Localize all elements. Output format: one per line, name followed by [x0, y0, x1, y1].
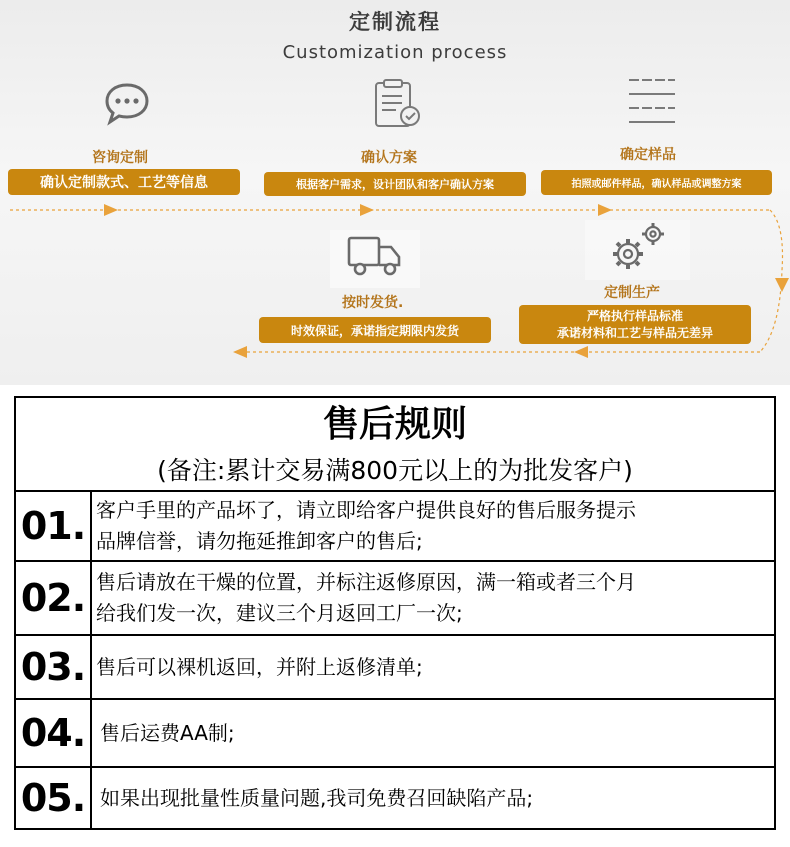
rule-row-5 [16, 766, 774, 828]
rule-row-1 [16, 490, 774, 560]
rule-row-3 [16, 634, 774, 698]
rule-text [96, 636, 771, 698]
rule-text-line: 品牌信誉，请勿拖延推卸客户的售后; [96, 529, 423, 553]
rules-note: (备注:累计交易满800元以上的为批发客户) [157, 456, 633, 485]
process-title: 定制流程 [349, 10, 441, 34]
rule-number: 02. [16, 562, 92, 634]
step-desc-production-line-2: 承诺材料和工艺与样品无差异 [556, 325, 713, 340]
truck-icon [346, 233, 404, 279]
rule-row-4 [16, 698, 774, 766]
rule-number: 04. [16, 700, 92, 766]
rule-number: 05. [16, 768, 92, 828]
rule-text [100, 768, 775, 828]
step-title-consult: 咨询定制 [92, 150, 148, 166]
rules-title: 售后规则 [322, 404, 467, 445]
rule-text [100, 700, 775, 766]
customization-process-section [0, 0, 790, 385]
rule-text-line: 如果出现批量性质量问题,我司免费召回缺陷产品; [100, 785, 534, 810]
process-subtitle: Customization process [282, 42, 508, 63]
rule-text-line: 售后运费AA制; [100, 720, 235, 745]
rule-text-line: 客户手里的产品坏了，请立即给客户提供良好的售后服务提示 [96, 498, 636, 522]
list-lines-icon [625, 74, 679, 132]
step-title-production: 定制生产 [604, 285, 660, 301]
step-desc-confirm-plan: 根据客户需求，设计团队和客户确认方案 [264, 172, 526, 196]
step-title-confirm-sample: 确定样品 [620, 147, 676, 163]
step-title-confirm-plan: 确认方案 [361, 150, 417, 166]
after-sales-rules-table [14, 396, 776, 830]
step-desc-production [519, 305, 751, 344]
rule-row-2 [16, 560, 774, 634]
rule-number: 03. [16, 636, 92, 698]
rule-text [96, 562, 771, 634]
step-desc-confirm-sample: 拍照或邮件样品，确认样品或调整方案 [541, 170, 772, 195]
rule-text-line: 售后可以裸机返回，并附上返修清单; [96, 654, 423, 679]
chat-bubble-icon [104, 82, 150, 126]
clipboard-check-icon [372, 78, 424, 132]
rule-number: 01. [16, 492, 92, 560]
rule-text-line: 售后请放在干燥的位置，并标注返修原因，满一箱或者三个月 [96, 570, 636, 594]
gears-icon [606, 220, 670, 276]
step-desc-consult: 确认定制款式、工艺等信息 [8, 169, 240, 195]
step-title-shipping: 按时发货. [342, 295, 404, 311]
rule-text-line: 给我们发一次，建议三个月返回工厂一次; [96, 601, 463, 625]
step-desc-production-line-1: 严格执行样品标准 [586, 308, 683, 323]
rule-text [96, 492, 771, 560]
step-desc-shipping: 时效保证，承诺指定期限内发货 [259, 317, 491, 343]
